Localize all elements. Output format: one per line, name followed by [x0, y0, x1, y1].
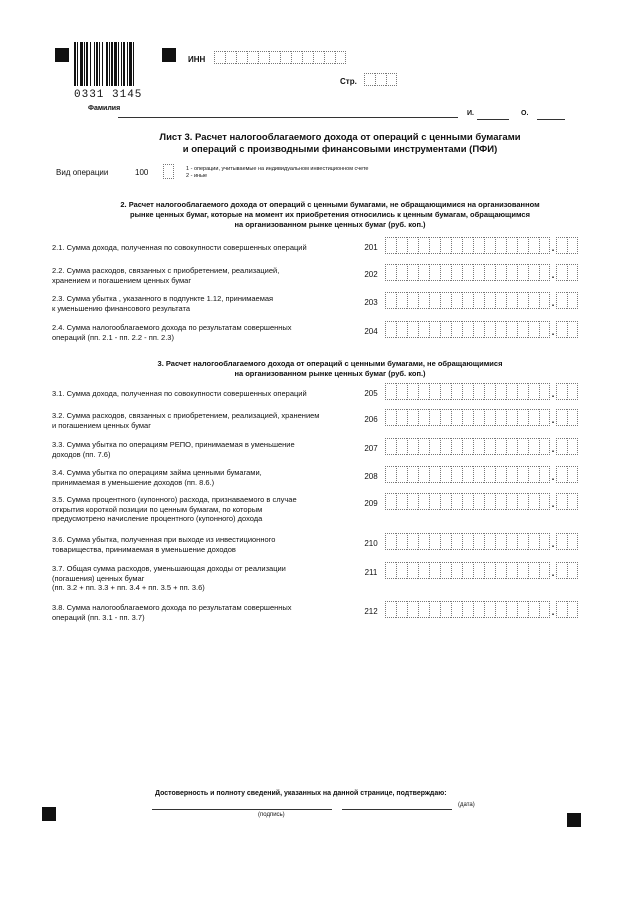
- inn-field[interactable]: [214, 51, 346, 64]
- date-field[interactable]: [342, 809, 452, 810]
- page-number-field[interactable]: [364, 73, 397, 86]
- row-label-207: 3.3. Сумма убытка по операциям РЕПО, принимаемая в уменьшение доходов (пп. 7.6): [52, 440, 295, 459]
- row-label-205: 3.1. Сумма дохода, полученная по совокупности совершенных операций: [52, 389, 307, 398]
- surname-field[interactable]: [118, 117, 458, 118]
- row-code-204: 204: [364, 327, 378, 336]
- row-code-212: 212: [364, 607, 378, 616]
- barcode-bar: [80, 42, 83, 86]
- barcode-bar: [133, 42, 134, 86]
- amount-field-201[interactable]: [385, 237, 578, 254]
- section2-heading: 2. Расчет налогооблагаемого дохода от операций с ценными бумагами, не обращающимися на организованном рынке ценных бумаг, которые на момент их приобретения относились к ценным бумагам, обращающимся на организованном рынке ценных бумаг (руб. коп.): [120, 200, 540, 229]
- row-code-208: 208: [364, 472, 378, 481]
- row-label-209: 3.5. Сумма процентного (купонного) расхода, признаваемого в случае открытия короткой позиции по ценным бумагам, по которым предусмотрено начисление процентного (купонного) дохода: [52, 495, 297, 523]
- inn-label: ИНН: [188, 55, 206, 64]
- row-code-205: 205: [364, 389, 378, 398]
- row-label-204: 2.4. Сумма налогооблагаемого дохода по результатам совершенных операций (пп. 2.1 - пп. 2.2 - пп. 2.3): [52, 323, 292, 342]
- page-label: Стр.: [340, 77, 357, 86]
- barcode-bar: [114, 42, 117, 86]
- barcode-bar: [127, 42, 128, 86]
- decimal-point: .: [551, 607, 555, 618]
- decimal-point: .: [551, 298, 555, 309]
- barcode-bar: [106, 42, 108, 86]
- decimal-point: .: [551, 270, 555, 281]
- barcode-bar: [86, 42, 88, 86]
- corner-marker-top-left: [55, 48, 69, 62]
- name-initial-field[interactable]: [477, 119, 509, 120]
- amount-field-204[interactable]: [385, 321, 578, 338]
- decimal-point: .: [551, 389, 555, 400]
- barcode-bar: [74, 42, 76, 86]
- corner-marker-bottom-left: [42, 807, 56, 821]
- barcode-bar: [123, 42, 125, 86]
- row-label-210: 3.6. Сумма убытка, полученная при выходе из инвестиционного товарищества, принимаемая в уменьшение доходов: [52, 535, 276, 554]
- surname-label: Фамилия: [88, 105, 121, 112]
- row-code-206: 206: [364, 415, 378, 424]
- amount-field-211[interactable]: [385, 562, 578, 579]
- amount-field-210[interactable]: [385, 533, 578, 550]
- row-code-201: 201: [364, 243, 378, 252]
- operation-options: 1 - операции, учитываемые на индивидуальном инвестиционном счете 2 - иные: [186, 166, 369, 179]
- row-label-211: 3.7. Общая сумма расходов, уменьшающая доходы от реализации (погашения) ценных бумаг (пп. 3.2 + пп. 3.3 + пп. 3.4 + пп. 3.5 + пп. 3.6): [52, 564, 286, 592]
- row-code-202: 202: [364, 270, 378, 279]
- barcode-bar: [90, 42, 91, 86]
- barcode-bar: [84, 42, 85, 86]
- decimal-point: .: [551, 568, 555, 579]
- name-initial-label: И.: [467, 110, 474, 117]
- barcode-bar: [109, 42, 110, 86]
- row-label-202: 2.2. Сумма расходов, связанных с приобретением, реализацией, хранением и погашением ценных бумаг: [52, 266, 280, 285]
- row-code-203: 203: [364, 298, 378, 307]
- sheet-title: Лист 3. Расчет налогооблагаемого дохода от операций с ценными бумагами и операций с производными финансовыми инструментами (ПФИ): [159, 132, 521, 155]
- signature-caption: (подпись): [258, 812, 285, 818]
- corner-marker-bottom-right: [567, 813, 581, 827]
- decimal-point: .: [551, 444, 555, 455]
- row-code-211: 211: [364, 568, 378, 577]
- barcode-bar: [77, 42, 78, 86]
- row-label-203: 2.3. Сумма убытка , указанного в подпункте 1.12, принимаемая к уменьшению финансового результата: [52, 294, 274, 313]
- barcode-bar: [111, 42, 113, 86]
- barcode-bar: [94, 42, 95, 86]
- operation-type-label: Вид операции: [56, 168, 109, 177]
- barcode-number: 0331 3145: [74, 89, 143, 101]
- row-label-201: 2.1. Сумма дохода, полученная по совокупности совершенных операций: [52, 243, 307, 252]
- barcode-bar: [96, 42, 98, 86]
- barcode-bar: [118, 42, 119, 86]
- confirmation-text: Достоверность и полноту сведений, указанных на данной странице, подтверждаю:: [155, 790, 447, 797]
- barcode-bar: [99, 42, 100, 86]
- row-label-208: 3.4. Сумма убытка по операциям займа ценными бумагами, принимаемая в уменьшение доходов (пп. 8.6.): [52, 468, 262, 487]
- amount-field-203[interactable]: [385, 292, 578, 309]
- patronymic-initial-field[interactable]: [537, 119, 565, 120]
- barcode-bar: [102, 42, 103, 86]
- decimal-point: .: [551, 243, 555, 254]
- amount-field-208[interactable]: [385, 466, 578, 483]
- barcode-bar: [121, 42, 122, 86]
- amount-field-207[interactable]: [385, 438, 578, 455]
- decimal-point: .: [551, 327, 555, 338]
- barcode-bar: [129, 42, 132, 86]
- row-label-206: 3.2. Сумма расходов, связанных с приобретением, реализацией, хранением и погашением ценных бумаг: [52, 411, 320, 430]
- decimal-point: .: [551, 472, 555, 483]
- decimal-point: .: [551, 539, 555, 550]
- operation-type-field[interactable]: [163, 164, 174, 184]
- corner-marker-top-mid: [162, 48, 176, 62]
- decimal-point: .: [551, 415, 555, 426]
- barcode: [74, 42, 156, 101]
- row-label-212: 3.8. Сумма налогооблагаемого дохода по результатам совершенных операций (пп. 3.1 - пп. 3.7): [52, 603, 292, 622]
- decimal-point: .: [551, 499, 555, 510]
- amount-field-206[interactable]: [385, 409, 578, 426]
- amount-field-205[interactable]: [385, 383, 578, 400]
- row-code-209: 209: [364, 499, 378, 508]
- row-code-207: 207: [364, 444, 378, 453]
- amount-field-212[interactable]: [385, 601, 578, 618]
- operation-code: 100: [135, 168, 149, 177]
- patronymic-initial-label: О.: [521, 110, 529, 117]
- section3-heading: 3. Расчет налогооблагаемого дохода от операций с ценными бумагами, не обращающимися на организованном рынке ценных бумаг (руб. коп.): [157, 359, 503, 378]
- amount-field-209[interactable]: [385, 493, 578, 510]
- signature-field[interactable]: [152, 809, 332, 810]
- amount-field-202[interactable]: [385, 264, 578, 281]
- row-code-210: 210: [364, 539, 378, 548]
- date-caption: (дата): [458, 802, 475, 808]
